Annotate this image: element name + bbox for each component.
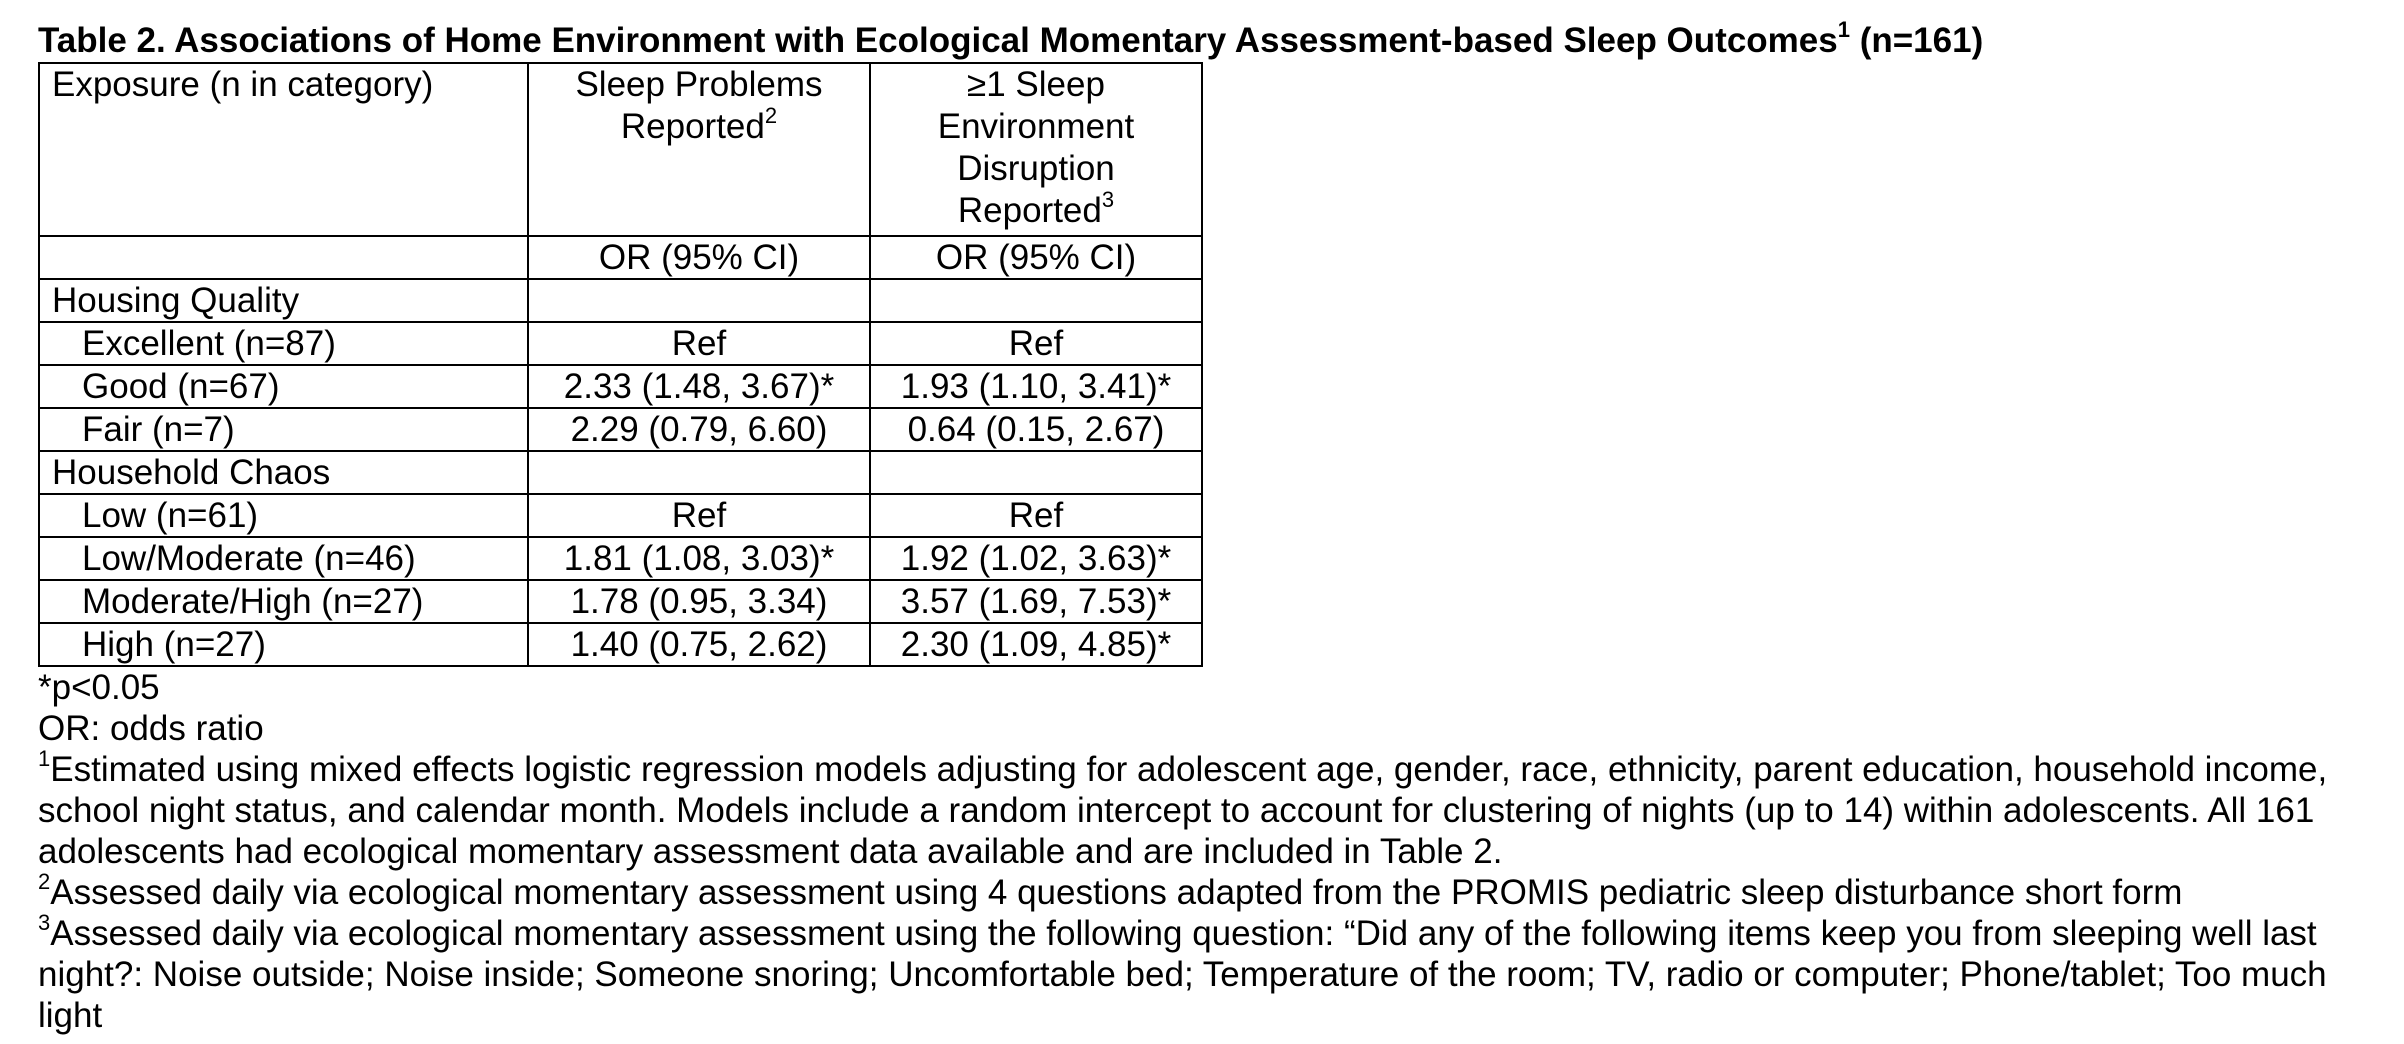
table-row [39,623,1202,666]
table-row [39,580,1202,623]
table-notes [38,667,2388,1036]
group-row [39,279,1202,322]
table-row [39,494,1202,537]
footnote-1 [38,746,2388,872]
page [38,17,2388,1036]
table-title-text: Table 2. Associations of Home Environment with Ecological Momentary Assessment-based Sleep Outcomes [38,21,1838,60]
disruption-or: Ref [870,322,1202,365]
table-row [39,408,1202,451]
footnote-3-text: Assessed daily via ecological momentary assessment using the following question: “Did any of the following items keep you from sleeping well last night?: Noise outside; Noise inside; Someone snoring; Uncomfortable bed; Temperature of the room; TV, radio or computer; Phone/tablet; Too much light [38,914,2327,1035]
disruption-or: 0.64 (0.15, 2.67) [870,408,1202,451]
footnote-2 [38,869,2388,913]
footnote-3-marker: 3 [38,910,51,936]
category-label: Excellent (n=87) [39,322,528,365]
note-abbreviation: OR: odds ratio [38,709,264,748]
table-header-row [39,63,1202,236]
group-empty-cell [870,279,1202,322]
footnote-2-text: Assessed daily via ecological momentary assessment using 4 questions adapted from the PROMIS pediatric sleep disturbance short form [50,873,2183,912]
sleep-problems-or: Ref [528,322,870,365]
footnote-2-marker: 2 [38,869,51,895]
table-unit-row [39,236,1202,279]
header-disruption-marker: 3 [1101,187,1115,213]
group-row [39,451,1202,494]
header-disruption-text: ≥1 Sleep Environment Disruption Reported [937,65,1135,230]
group-label: Household Chaos [39,451,528,494]
sleep-problems-or: 2.29 (0.79, 6.60) [528,408,870,451]
category-label: Low/Moderate (n=46) [39,537,528,580]
category-label: Good (n=67) [39,365,528,408]
category-label: Low (n=61) [39,494,528,537]
category-label: Moderate/High (n=27) [39,580,528,623]
disruption-or: 2.30 (1.09, 4.85)* [870,623,1202,666]
group-label: Housing Quality [39,279,528,322]
note-significance: *p<0.05 [38,668,160,707]
header-sleep-problems-text: Sleep Problems Reported [575,65,823,146]
sleep-problems-or: 1.40 (0.75, 2.62) [528,623,870,666]
table-title-sample-size: (n=161) [1849,21,1984,60]
unit-sleep-problems: OR (95% CI) [528,236,870,279]
group-empty-cell [528,279,870,322]
table-title-footnote-marker: 1 [1837,17,1850,43]
disruption-or: Ref [870,494,1202,537]
footnote-3 [38,910,2388,1036]
sleep-problems-or: Ref [528,494,870,537]
category-label: High (n=27) [39,623,528,666]
table-row [39,322,1202,365]
group-empty-cell [528,451,870,494]
category-label: Fair (n=7) [39,408,528,451]
footnote-1-marker: 1 [38,746,51,772]
header-sleep-problems-marker: 2 [764,103,778,129]
unit-empty-cell [39,236,528,279]
sleep-problems-or: 2.33 (1.48, 3.67)* [528,365,870,408]
sleep-problems-or: 1.78 (0.95, 3.34) [528,580,870,623]
table-row [39,537,1202,580]
footnote-1-text: Estimated using mixed effects logistic regression models adjusting for adolescent age, gender, race, ethnicity, parent education, household income, school night status, and calendar month. Models include a random intercept to account for clustering of nights (up to 14) within adolescents. All 161 adolescents had ecological momentary assessment data available and are included in Table 2. [38,750,2328,871]
disruption-or: 3.57 (1.69, 7.53)* [870,580,1202,623]
header-exposure: Exposure (n in category) [39,63,528,236]
unit-disruption: OR (95% CI) [870,236,1202,279]
header-sleep-problems [528,63,870,236]
header-disruption [870,63,1202,236]
disruption-or: 1.93 (1.10, 3.41)* [870,365,1202,408]
results-table [38,62,1203,667]
group-empty-cell [870,451,1202,494]
sleep-problems-or: 1.81 (1.08, 3.03)* [528,537,870,580]
table-row [39,365,1202,408]
table-title [38,17,2388,62]
disruption-or: 1.92 (1.02, 3.63)* [870,537,1202,580]
